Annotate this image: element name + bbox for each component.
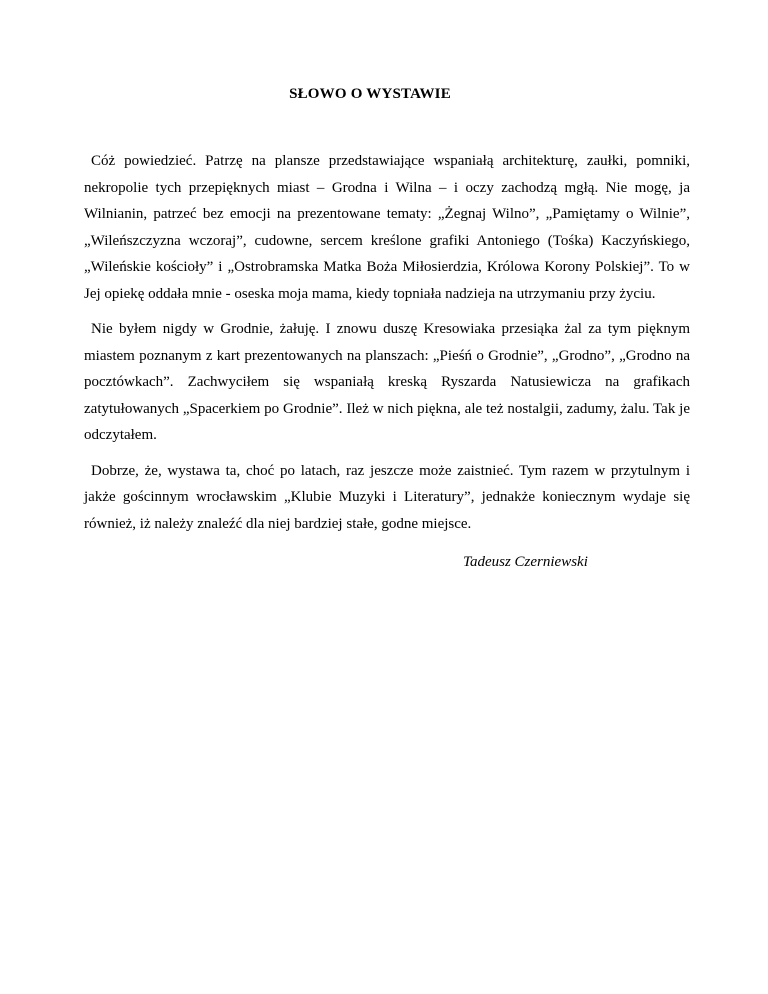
document-body: [84, 148, 690, 537]
author-signature: Tadeusz Czerniewski: [463, 554, 588, 570]
paragraph-1: Cóż powiedzieć. Patrzę na plansze przedstawiające wspaniałą architekturę, zaułki, pomniki, nekropolie tych przepięknych miast – Grodna i Wilna – i oczy zachodzą mgłą. Nie mogę, ja Wilnianin, patrzeć bez emocji na prezentowane tematy: „Żegnaj Wilno”, „Pamiętamy o Wilnie”, „Wileńszczyzna wczoraj”, cudowne, sercem kreślone grafiki Antoniego (Tośka) Kaczyńskiego, „Wileńskie kościoły” i „Ostrobramska Matka Boża Miłosierdzia, Królowa Korony Polskiej”. To w Jej opiekę oddała mnie - oseska moja mama, kiedy topniała nadzieja na utrzymaniu przy życiu.: [84, 153, 690, 302]
paragraph-3: Dobrze, że, wystawa ta, choć po latach, raz jeszcze może zaistnieć. Tym razem w przytulnym i jakże gościnnym wrocławskim „Klubie Muzyki i Literatury”, jednakże koniecznym wydaje się również, iż należy znaleźć dla niej bardziej stałe, godne miejsce.: [84, 462, 690, 532]
paragraph-2: Nie byłem nigdy w Grodnie, żałuję. I znowu duszę Kresowiaka przesiąka żal za tym pięknym miastem poznanym z kart prezentowanych na planszach: „Pieśń o Grodnie”, „Grodno”, „Grodno na pocztówkach”. Zachwyciłem się wspaniałą kreską Ryszarda Natusiewicza na grafikach zatytułowanych „Spacerkiem po Grodnie”. Ileż w nich piękna, ale też nostalgii, zadumy, żalu. Tak je odczytałem.: [84, 321, 690, 443]
document-title: SŁOWO O WYSTAWIE: [289, 86, 451, 102]
